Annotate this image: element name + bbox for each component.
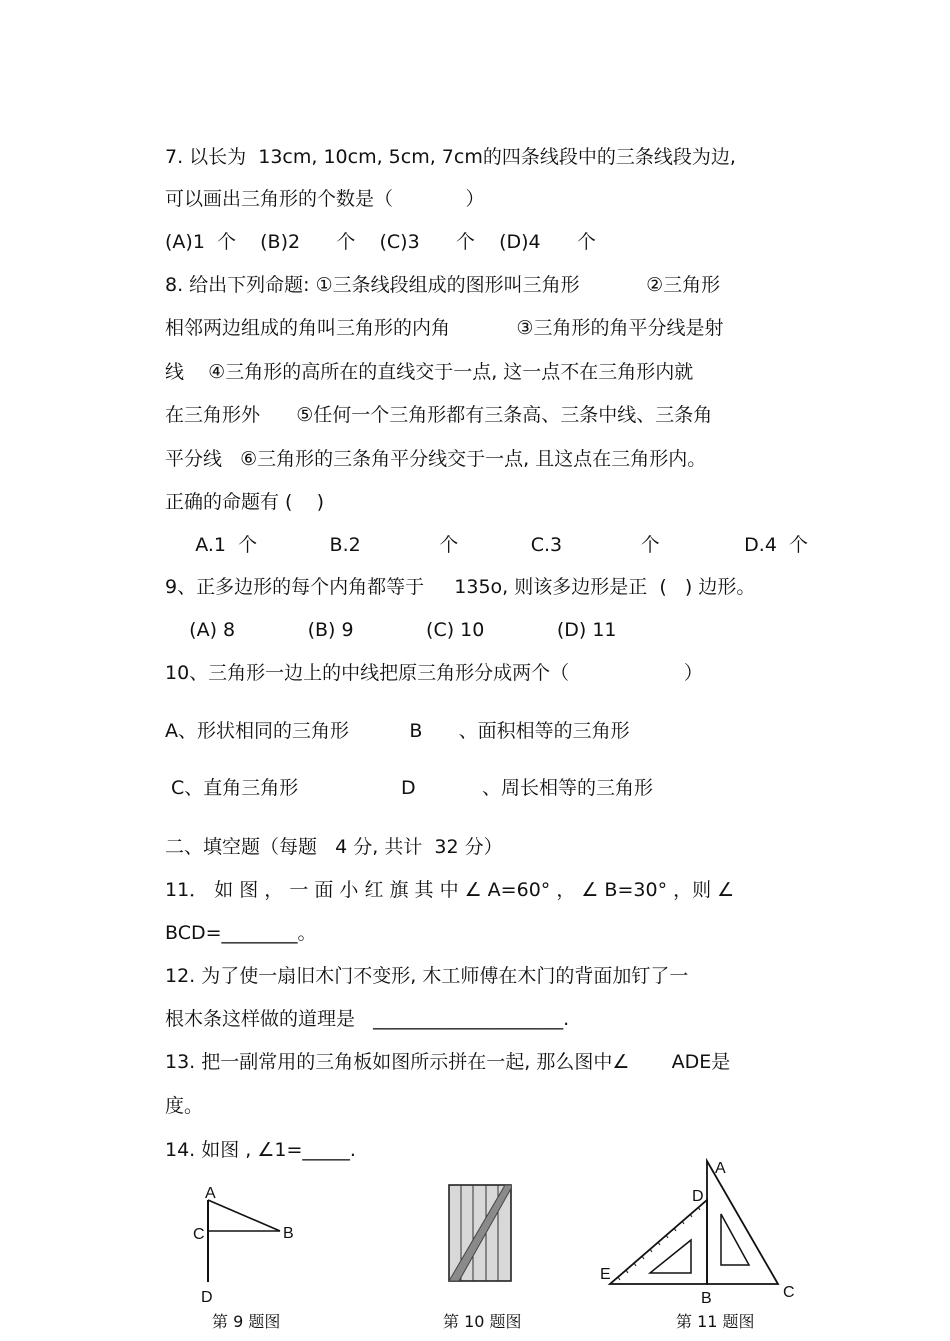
figure-11-set-squares: [595, 1158, 805, 1308]
question-11-line-2: BCD=________。: [165, 922, 317, 944]
question-7-line-1: 7. 以长为 13cm, 10cm, 5cm, 7cm的四条线段中的三条线段为边,: [165, 146, 736, 168]
question-12-line-1: 12. 为了使一扇旧木门不变形, 木工师傅在木门的背面加钉了一: [165, 965, 689, 987]
question-14-line: 14. 如图 , ∠1=_____.: [165, 1139, 356, 1161]
figure-9-flag: [185, 1178, 315, 1308]
question-13-line-1: 13. 把一副常用的三角板如图所示拼在一起, 那么图中∠ ADE是: [165, 1051, 731, 1073]
fig11-label-b: B: [701, 1290, 712, 1307]
question-8-options: A.1 个 B.2 个 C.3 个 D.4 个: [165, 534, 808, 556]
question-10-option-cd: C、直角三角形 D 、周长相等的三角形: [165, 777, 654, 799]
fig11-label-d: D: [692, 1188, 704, 1205]
question-12-line-2: 根木条这样做的道理是 ____________________.: [165, 1008, 570, 1030]
fig9-label-b: B: [283, 1225, 294, 1242]
section-2-heading: 二、填空题（每题 4 分, 共计 32 分）: [165, 836, 503, 858]
question-7-line-2: 可以画出三角形的个数是（ ）: [165, 188, 485, 210]
question-8-line-6: 正确的命题有 ( ): [165, 491, 325, 513]
question-9-line: 9、正多边形的每个内角都等于 135o, 则该多边形是正 ( ) 边形。: [165, 576, 756, 598]
question-10-option-ab: A、形状相同的三角形 B 、面积相等的三角形: [165, 720, 630, 742]
figure-10-caption: 第 10 题图: [443, 1312, 522, 1331]
question-8-line-3: 线 ④三角形的高所在的直线交于一点, 这一点不在三角形内就: [165, 361, 694, 383]
question-10-line: 10、三角形一边上的中线把原三角形分成两个（ ）: [165, 662, 703, 684]
question-11-line-1: 11． 如 图 ， 一 面 小 红 旗 其 中 ∠ A=60° ， ∠ B=30° ，则 ∠: [165, 879, 735, 901]
fig11-label-c: C: [783, 1284, 795, 1301]
figure-9-caption: 第 9 题图: [212, 1312, 281, 1331]
figure-10-door: [445, 1182, 517, 1284]
question-13-line-2: 度。: [165, 1095, 204, 1117]
question-8-line-2: 相邻两边组成的角叫三角形的内角 ③三角形的角平分线是射: [165, 317, 724, 339]
fig9-label-d: D: [201, 1289, 213, 1306]
fig9-label-c: C: [193, 1226, 205, 1243]
question-9-options: (A) 8 (B) 9 (C) 10 (D) 11: [165, 619, 617, 641]
question-8-line-4: 在三角形外 ⑤任何一个三角形都有三条高、三条中线、三条角: [165, 404, 713, 426]
question-8-line-1: 8. 给出下列命题: ①三条线段组成的图形叫三角形 ②三角形: [165, 274, 721, 296]
question-8-line-5: 平分线 ⑥三角形的三条角平分线交于一点, 且这点在三角形内。: [165, 448, 707, 470]
question-7-options: (A)1 个 (B)2 个 (C)3 个 (D)4 个: [165, 231, 596, 253]
fig9-label-a: A: [205, 1185, 216, 1202]
fig11-label-e: E: [600, 1266, 611, 1283]
fig11-label-a: A: [715, 1160, 726, 1177]
figure-11-caption: 第 11 题图: [676, 1312, 755, 1331]
